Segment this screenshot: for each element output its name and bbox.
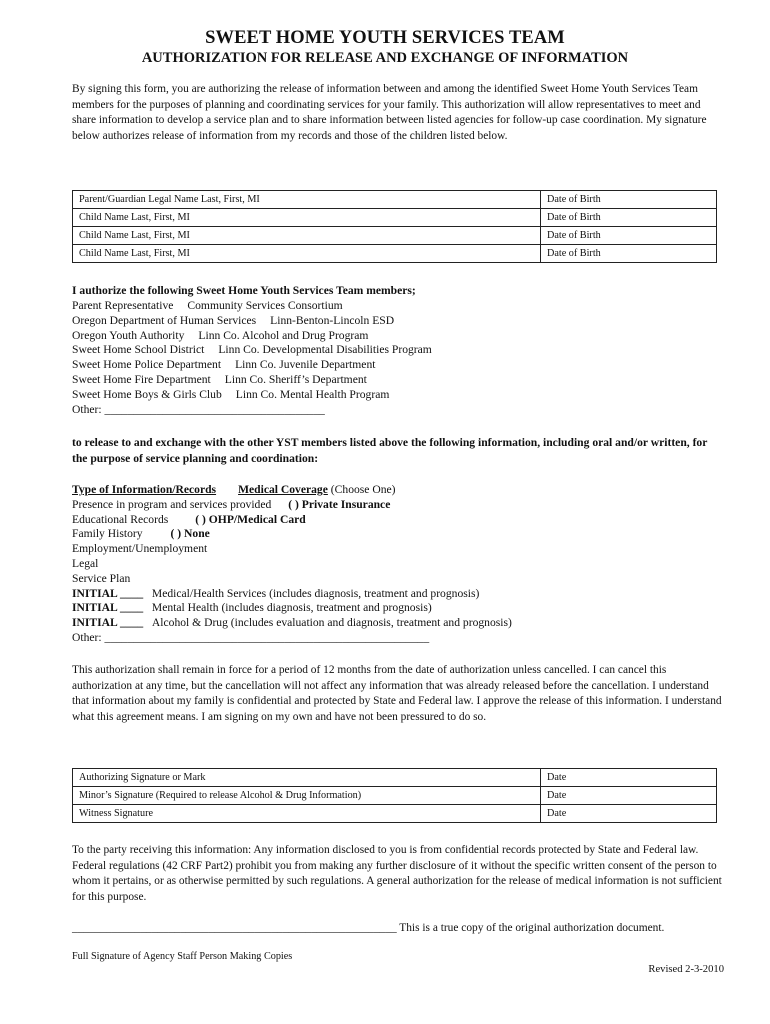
- member-name: Linn Co. Developmental Disabilities Program: [218, 343, 432, 357]
- list-item: [72, 314, 432, 329]
- parent-dob-field[interactable]: Date of Birth: [541, 191, 717, 209]
- info-type: Educational Records: [72, 512, 169, 526]
- initial-field[interactable]: INITIAL ____: [72, 586, 144, 600]
- coverage-option-ohp[interactable]: ( ) OHP/Medical Card: [195, 512, 306, 526]
- team-members-list: [72, 299, 432, 417]
- other-info-field[interactable]: Other: ________________________________________________________: [72, 630, 430, 644]
- type-heading: Type of Information/Records: [72, 483, 217, 496]
- member-name: Linn Co. Sheriff’s Department: [224, 372, 367, 386]
- initial-description: Medical/Health Services (includes diagnosis, treatment and prognosis): [151, 586, 480, 600]
- coverage-heading: Medical Coverage: [238, 483, 328, 496]
- authorizing-signature-field[interactable]: Authorizing Signature or Mark: [73, 769, 541, 787]
- release-statement: to release to and exchange with the other YST members listed above the following information, including oral and/or written, for the purpose of service planning and coordination:: [72, 436, 708, 465]
- table-row: [73, 787, 717, 805]
- table-row: [73, 209, 717, 227]
- list-item: [72, 388, 432, 403]
- member-name: Oregon Youth Authority: [72, 328, 185, 342]
- signature-date-field[interactable]: Date: [541, 805, 717, 823]
- types-header-row: [72, 483, 722, 498]
- member-name: Sweet Home Fire Department: [72, 372, 211, 386]
- copy-certification-line[interactable]: _________________________________________________________ This is a true copy of the original authorization document.: [72, 922, 665, 934]
- signature-table: [72, 768, 717, 823]
- staff-signature-label: Full Signature of Agency Staff Person Making Copies: [72, 951, 293, 962]
- info-type: Presence in program and services provided: [72, 497, 272, 511]
- list-item: [72, 343, 432, 358]
- coverage-option-private[interactable]: ( ) Private Insurance: [288, 497, 391, 511]
- list-item: [72, 513, 722, 528]
- form-subtitle: AUTHORIZATION FOR RELEASE AND EXCHANGE OF INFORMATION: [141, 50, 629, 66]
- other-member-field[interactable]: Other: ______________________________________: [72, 402, 325, 416]
- parent-name-field[interactable]: Parent/Guardian Legal Name Last, First, MI: [73, 191, 541, 209]
- member-name: Sweet Home Boys & Girls Club: [72, 387, 222, 401]
- signature-date-field[interactable]: Date: [541, 769, 717, 787]
- initial-field[interactable]: INITIAL ____: [72, 601, 144, 615]
- initial-row: [72, 616, 722, 631]
- list-item: Legal: [72, 556, 99, 570]
- member-name: Parent Representative: [72, 299, 174, 312]
- revision-date: Revised 2-3-2010: [648, 964, 724, 975]
- names-table: [72, 190, 717, 263]
- table-row: [73, 769, 717, 787]
- receiving-party-notice: To the party receiving this information: Any information disclosed to you is from confidential records protected by State and Federal law. Federal regulations (42 CRF Part2) prohibit you from making any further disclosure of it without the specific written consent of the person to whom it pertains, or as otherwise permitted by such regulations. A general authorization for the release of medical information is not sufficient for this purpose.: [72, 844, 722, 903]
- information-types: [72, 483, 722, 646]
- minor-signature-field[interactable]: Minor’s Signature (Required to release Alcohol & Drug Information): [73, 787, 541, 805]
- child-name-field[interactable]: Child Name Last, First, MI: [73, 227, 541, 245]
- initial-row: [72, 601, 722, 616]
- form-title: SWEET HOME YOUTH SERVICES TEAM: [205, 28, 565, 48]
- child-dob-field[interactable]: Date of Birth: [541, 245, 717, 263]
- initial-description: Mental Health (includes diagnosis, treatment and prognosis): [151, 601, 432, 615]
- member-name: Linn Co. Alcohol and Drug Program: [198, 328, 369, 342]
- list-item: [72, 498, 722, 513]
- member-name: Linn Co. Juvenile Department: [235, 358, 376, 372]
- table-row: [73, 227, 717, 245]
- authorize-heading: I authorize the following Sweet Home Youth Services Team members;: [72, 284, 416, 297]
- initial-description: Alcohol & Drug (includes evaluation and diagnosis, treatment and prognosis): [151, 616, 512, 630]
- coverage-note: (Choose One): [330, 483, 396, 496]
- child-dob-field[interactable]: Date of Birth: [541, 209, 717, 227]
- member-name: Community Services Consortium: [187, 299, 343, 312]
- list-item: Service Plan: [72, 571, 131, 585]
- child-name-field[interactable]: Child Name Last, First, MI: [73, 245, 541, 263]
- list-item: [72, 299, 432, 314]
- list-item: [72, 527, 722, 542]
- witness-signature-field[interactable]: Witness Signature: [73, 805, 541, 823]
- list-item: [72, 329, 432, 344]
- info-type: Family History: [72, 527, 143, 541]
- authorization-terms: This authorization shall remain in force for a period of 12 months from the date of authorization unless cancelled. I can cancel this authorization at any time, but the cancellation will not affect any information that was already released before the cancellation. I understand that information about my family is confidential and protected by State and Federal law. I approve the release of this information. I understand what this agreement means. I am signing on my own and have not been pressured to do so.: [72, 664, 722, 723]
- table-row: [73, 191, 717, 209]
- intro-paragraph: By signing this form, you are authorizing the release of information between and among the identified Sweet Home Youth Services Team members for the purposes of planning and coordinating services for your family. This authorization will allow representatives to meet and share information to develop a service plan and to share information between listed agencies for follow-up case coordination. My signature below authorizes release of information from my records and those of the children listed below.: [72, 83, 707, 142]
- member-name: Sweet Home Police Department: [72, 358, 222, 372]
- list-item: [72, 373, 432, 388]
- member-name: Linn Co. Mental Health Program: [235, 387, 390, 401]
- member-name: Oregon Department of Human Services: [72, 313, 257, 327]
- list-item: [72, 358, 432, 373]
- child-name-field[interactable]: Child Name Last, First, MI: [73, 209, 541, 227]
- member-name: Linn-Benton-Lincoln ESD: [270, 313, 395, 327]
- list-item: Employment/Unemployment: [72, 542, 208, 556]
- child-dob-field[interactable]: Date of Birth: [541, 227, 717, 245]
- signature-date-field[interactable]: Date: [541, 787, 717, 805]
- coverage-option-none[interactable]: ( ) None: [170, 527, 210, 541]
- initial-field[interactable]: INITIAL ____: [72, 616, 144, 630]
- table-row: [73, 805, 717, 823]
- member-name: Sweet Home School District: [72, 343, 205, 357]
- table-row: [73, 245, 717, 263]
- initial-row: [72, 587, 722, 602]
